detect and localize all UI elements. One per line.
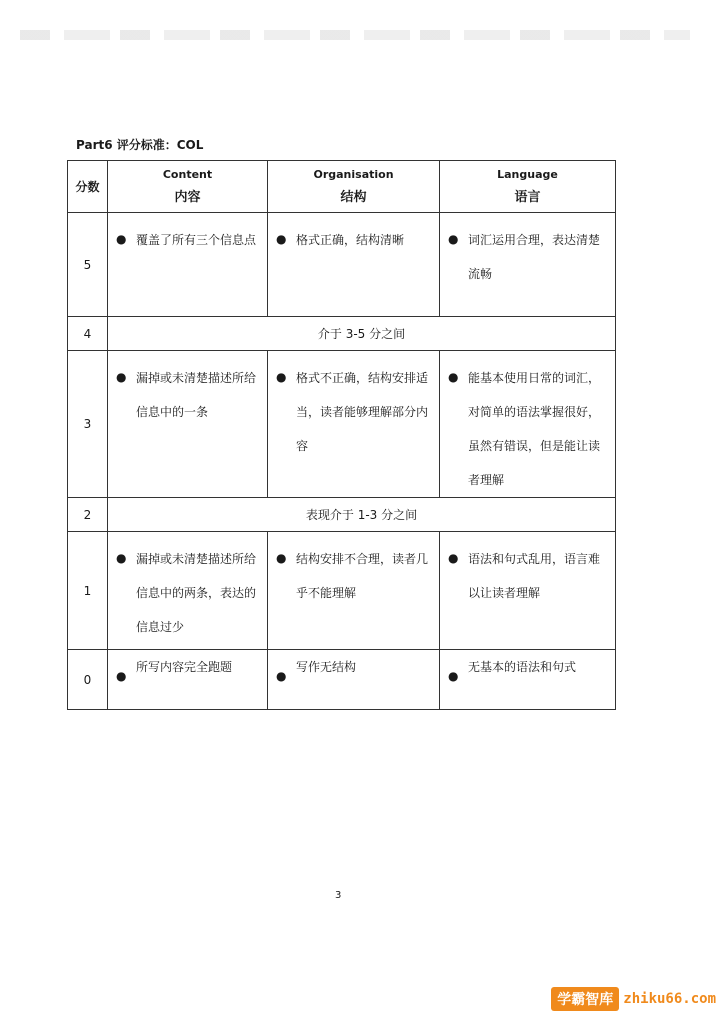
content-text: 漏掉或未清楚描述所给信息中的两条，表达的信息过少 [136, 552, 257, 634]
score-cell: 4 [68, 317, 108, 351]
scan-noise-strip [20, 30, 690, 40]
organisation-cell [268, 351, 440, 498]
language-text: 语法和句式乱用，语言难以让读者理解 [468, 552, 601, 600]
bullet-icon: ● [116, 669, 127, 683]
bullet-icon: ● [448, 232, 459, 246]
organisation-text: 写作无结构 [296, 660, 357, 674]
language-text: 无基本的语法和句式 [468, 660, 577, 674]
page-number: 3 [335, 890, 342, 901]
row-score-2 [68, 498, 616, 532]
score-cell: 1 [68, 532, 108, 650]
row-score-1 [68, 532, 616, 650]
bullet-icon: ● [448, 669, 459, 683]
watermark-site: zhiku66.com [623, 991, 716, 1007]
score-cell: 3 [68, 351, 108, 498]
organisation-text: 结构安排不合理，读者几乎不能理解 [296, 552, 429, 600]
bullet-icon: ● [276, 669, 287, 683]
bullet-icon: ● [276, 370, 287, 384]
bullet-icon: ● [116, 370, 127, 384]
score-cell: 5 [68, 213, 108, 317]
range-text: 表现介于 1-3 分之间 [108, 498, 616, 532]
content-cell [108, 532, 268, 650]
bullet-icon: ● [276, 232, 287, 246]
watermark [551, 988, 716, 1010]
language-text: 能基本使用日常的词汇，对简单的语法掌握很好，虽然有错误，但是能让读者理解 [468, 371, 601, 487]
content-text: 漏掉或未清楚描述所给信息中的一条 [136, 371, 257, 419]
language-text: 词汇运用合理，表达清楚流畅 [468, 233, 601, 281]
language-cell [440, 650, 616, 710]
content-header-en: Content [162, 168, 213, 181]
content-text: 覆盖了所有三个信息点 [136, 233, 257, 247]
range-text: 介于 3-5 分之间 [108, 317, 616, 351]
row-score-5 [68, 213, 616, 317]
row-score-0 [68, 650, 616, 710]
language-header-zh: 语言 [514, 190, 541, 205]
content-cell [108, 213, 268, 317]
rubric-table [67, 160, 616, 710]
score-header: 分数 [68, 161, 108, 213]
organisation-header-en: Organisation [313, 168, 394, 181]
watermark-brand: 学霸智库 [551, 987, 619, 1011]
organisation-header [268, 161, 440, 213]
organisation-cell [268, 650, 440, 710]
bullet-icon: ● [116, 551, 127, 565]
content-header [108, 161, 268, 213]
bullet-icon: ● [276, 551, 287, 565]
language-cell [440, 213, 616, 317]
organisation-cell [268, 532, 440, 650]
header-row [68, 161, 616, 213]
score-cell: 2 [68, 498, 108, 532]
language-header [440, 161, 616, 213]
bullet-icon: ● [116, 232, 127, 246]
content-text: 所写内容完全跑题 [136, 660, 233, 674]
language-cell [440, 532, 616, 650]
score-cell: 0 [68, 650, 108, 710]
row-score-4 [68, 317, 616, 351]
content-cell [108, 650, 268, 710]
organisation-cell [268, 213, 440, 317]
language-cell [440, 351, 616, 498]
content-cell [108, 351, 268, 498]
language-header-en: Language [497, 168, 558, 181]
bullet-icon: ● [448, 551, 459, 565]
organisation-text: 格式正确，结构清晰 [296, 233, 405, 247]
content-header-zh: 内容 [174, 190, 201, 205]
row-score-3 [68, 351, 616, 498]
bullet-icon: ● [448, 370, 459, 384]
page-title: Part6 评分标准：COL [76, 138, 204, 152]
organisation-header-zh: 结构 [340, 190, 367, 205]
organisation-text: 格式不正确，结构安排适当，读者能够理解部分内容 [296, 371, 429, 453]
